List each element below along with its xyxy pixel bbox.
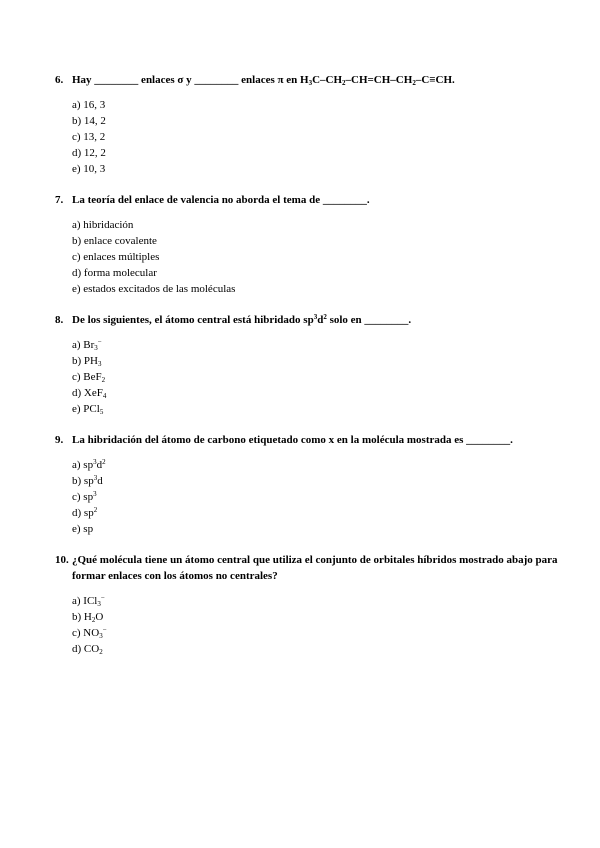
question-text: ¿Qué molécula tiene un átomo central que utiliza el conjunto de orbitales híbridos mostrado abajo para formar enlaces con los átomos no centrales? [72,554,558,582]
option-e: e) PCl$_5$ [72,403,104,416]
option-c: c) BeF$_2$ [72,371,106,384]
option-c: c) enlaces múltiples [72,251,160,263]
option-e: e) sp [72,523,94,535]
option-b: b) 14, 2 [72,115,106,127]
option-b: b) $H_2O$ [72,611,104,624]
option-d: d) $CO_2$ [72,643,103,656]
question-6 [55,72,565,177]
question-number: 10. [55,554,69,566]
options-list [72,457,565,537]
options-list [72,97,565,177]
option-a: a) $sp^3d^2$ [72,458,106,471]
option-a: a) ICl$_3$− [72,594,105,608]
option-b: b) enlace covalente [72,235,157,247]
question-9 [55,432,565,537]
option-e: e) estados excitados de las moléculas [72,283,236,295]
option-d: d) 12, 2 [72,147,106,159]
option-d: d) forma molecular [72,267,157,279]
question-text: Hay ________ enlaces σ y ________ enlaces π en $H_3C-CH_2-CH=CH-CH_2-C\equiv CH$. [72,74,455,87]
question-text: De los siguientes, el átomo central está hibridado $sp^3d^2$ solo en ________. [72,313,412,326]
question-7 [55,192,565,297]
question-number: 7. [55,194,64,206]
question-10 [55,552,565,657]
question-text: La hibridación del átomo de carbono etiquetado como x en la molécula mostrada es ________. [72,434,513,446]
options-list [72,593,565,657]
options-list [72,337,565,417]
option-c: c) 13, 2 [72,131,106,143]
option-b: b) $PH_3$ [72,355,102,368]
question-8 [55,312,565,417]
question-number: 9. [55,434,64,446]
option-d: d) XeF$_4$ [72,387,107,400]
question-text: La teoría del enlace de valencia no aborda el tema de ________. [72,194,370,206]
option-a: a) 16, 3 [72,99,106,111]
options-list [72,217,565,297]
question-number: 6. [55,74,64,86]
question-number: 8. [55,314,64,326]
option-c: c) $sp^3$ [72,490,97,503]
option-e: e) 10, 3 [72,163,106,175]
option-b: b) $sp^3d$ [72,474,103,487]
option-c: c) $NO_3^-$ [72,626,107,640]
option-a: a) hibridación [72,219,134,231]
option-a: a) $Br_3^-$ [72,338,102,352]
option-d: d) $sp^2$ [72,506,98,519]
